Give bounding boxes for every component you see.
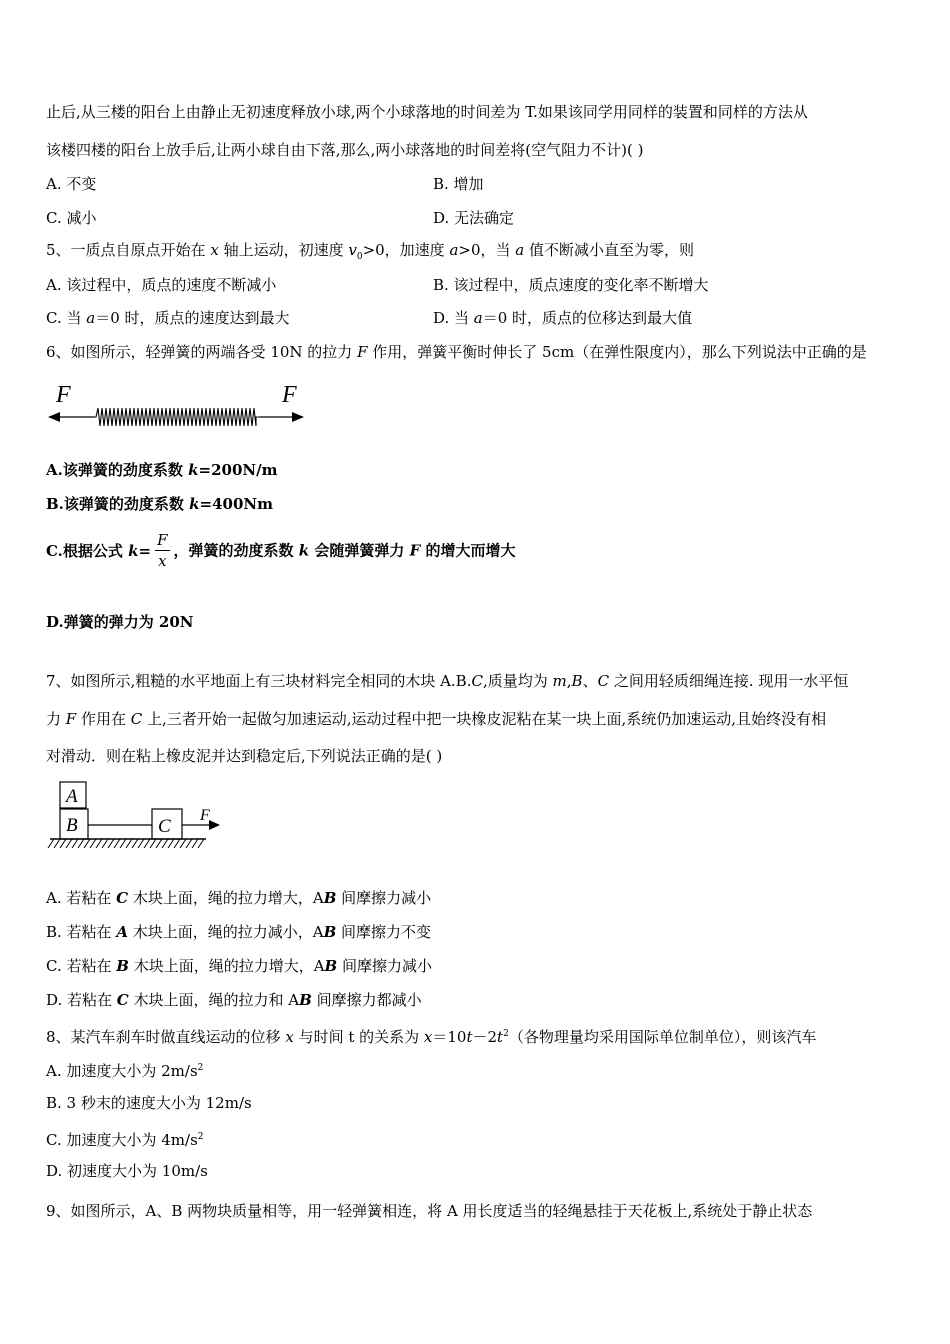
block-a-label: A [66, 786, 78, 807]
q6-option-a: A.该弹簧的劲度系数 k=200N/m [46, 461, 278, 479]
q5-option-a: A. 该过程中，质点的速度不断减小 [46, 276, 277, 294]
spring-right-arrowhead [292, 412, 304, 422]
q4-line2: 该楼四楼的阳台上放手后,让两小球自由下落,那么,两小球落地的时间差将(空气阻力不计)( ) [46, 141, 644, 159]
spring-force-left-label: F [56, 382, 71, 408]
spring-left-arrowhead [48, 412, 60, 422]
q7-option-d: D. 若粘在 C 木块上面，绳的拉力和 AB 间摩擦力都减小 [46, 991, 422, 1009]
ground-hatching [48, 839, 204, 848]
q6-stem: 6、如图所示，轻弹簧的两端各受 10N 的拉力 F 作用，弹簧平衡时伸长了 5cm（在弹性限度内），那么下列说法中正确的是 [46, 343, 867, 361]
q8-option-b: B. 3 秒末的速度大小为 12m/s [46, 1094, 252, 1112]
q7-stem-line1: 7、如图所示,粗糙的水平地面上有三块材料完全相同的木块 A.B.C,质量均为 m,B、C 之间用轻质细绳连接. 现用一水平恒 [46, 672, 849, 690]
q4-option-d: D. 无法确定 [433, 209, 515, 227]
q4-option-b: B. 增加 [433, 175, 484, 193]
q8-stem: 8、某汽车刹车时做直线运动的位移 x 与时间 t 的关系为 $x=10t-2t^2$（各物理量均采用国际单位制单位），则该汽车 [46, 1028, 817, 1046]
spring-figure [46, 378, 308, 430]
q7-stem-line3: 对滑动．则在粘上橡皮泥并达到稳定后,下列说法正确的是( ) [46, 747, 443, 765]
q6-option-b: B.该弹簧的劲度系数 k=400Nm [46, 495, 273, 513]
block-b-label: B [66, 815, 78, 836]
q5-option-b: B. 该过程中，质点速度的变化率不断增大 [433, 276, 709, 294]
q6-option-d: D.弹簧的弹力为 20N [46, 613, 194, 631]
formula-fraction: $\frac{F}{x}$ [157, 531, 168, 570]
force-arrowhead [209, 820, 220, 830]
q8-option-a: A. 加速度大小为 $2m/s^2$ [46, 1062, 204, 1080]
q5-option-d: D. 当 a＝0 时，质点的位移达到最大值 [433, 309, 693, 327]
q7-option-c: C. 若粘在 B 木块上面，绳的拉力增大，AB 间摩擦力减小 [46, 957, 433, 975]
spring-force-right-label: F [282, 382, 297, 408]
q6-option-c: C.根据公式 k= $\frac{F}{x}$ ，弹簧的劲度系数 k 会随弹簧弹力 F 的增大而增大 [46, 531, 516, 570]
blocks-figure [46, 778, 226, 852]
block-c-label: C [158, 816, 171, 837]
q4-option-a: A. 不变 [46, 175, 97, 193]
spring-coil [94, 408, 260, 426]
q7-stem-line2: 力 F 作用在 C 上,三者开始一起做匀加速运动,运动过程中把一块橡皮泥粘在某一块上面,系统仍加速运动,且始终没有相 [46, 710, 827, 728]
force-label: F [200, 807, 210, 824]
q9-stem: 9、如图所示，A、B 两物块质量相等，用一轻弹簧相连，将 A 用长度适当的轻绳悬挂于天花板上,系统处于静止状态 [46, 1202, 813, 1220]
q8-option-d: D. 初速度大小为 10m/s [46, 1162, 208, 1180]
q4-line1: 止后,从三楼的阳台上由静止无初速度释放小球,两个小球落地的时间差为 T.如果该同学用同样的装置和同样的方法从 [46, 103, 808, 121]
q7-option-a: A. 若粘在 C 木块上面，绳的拉力增大，AB 间摩擦力减小 [46, 889, 432, 907]
q8-option-c: C. 加速度大小为 $4m/s^2$ [46, 1131, 204, 1149]
q5-option-c: C. 当 a＝0 时，质点的速度达到最大 [46, 309, 290, 327]
q7-option-b: B. 若粘在 A 木块上面，绳的拉力减小，AB 间摩擦力不变 [46, 923, 432, 941]
q4-option-c: C. 减小 [46, 209, 97, 227]
q5-stem: 5、一质点自原点开始在 x 轴上运动，初速度 $v_0>0$，加速度 a>0，当 a 值不断减小直至为零，则 [46, 241, 695, 262]
